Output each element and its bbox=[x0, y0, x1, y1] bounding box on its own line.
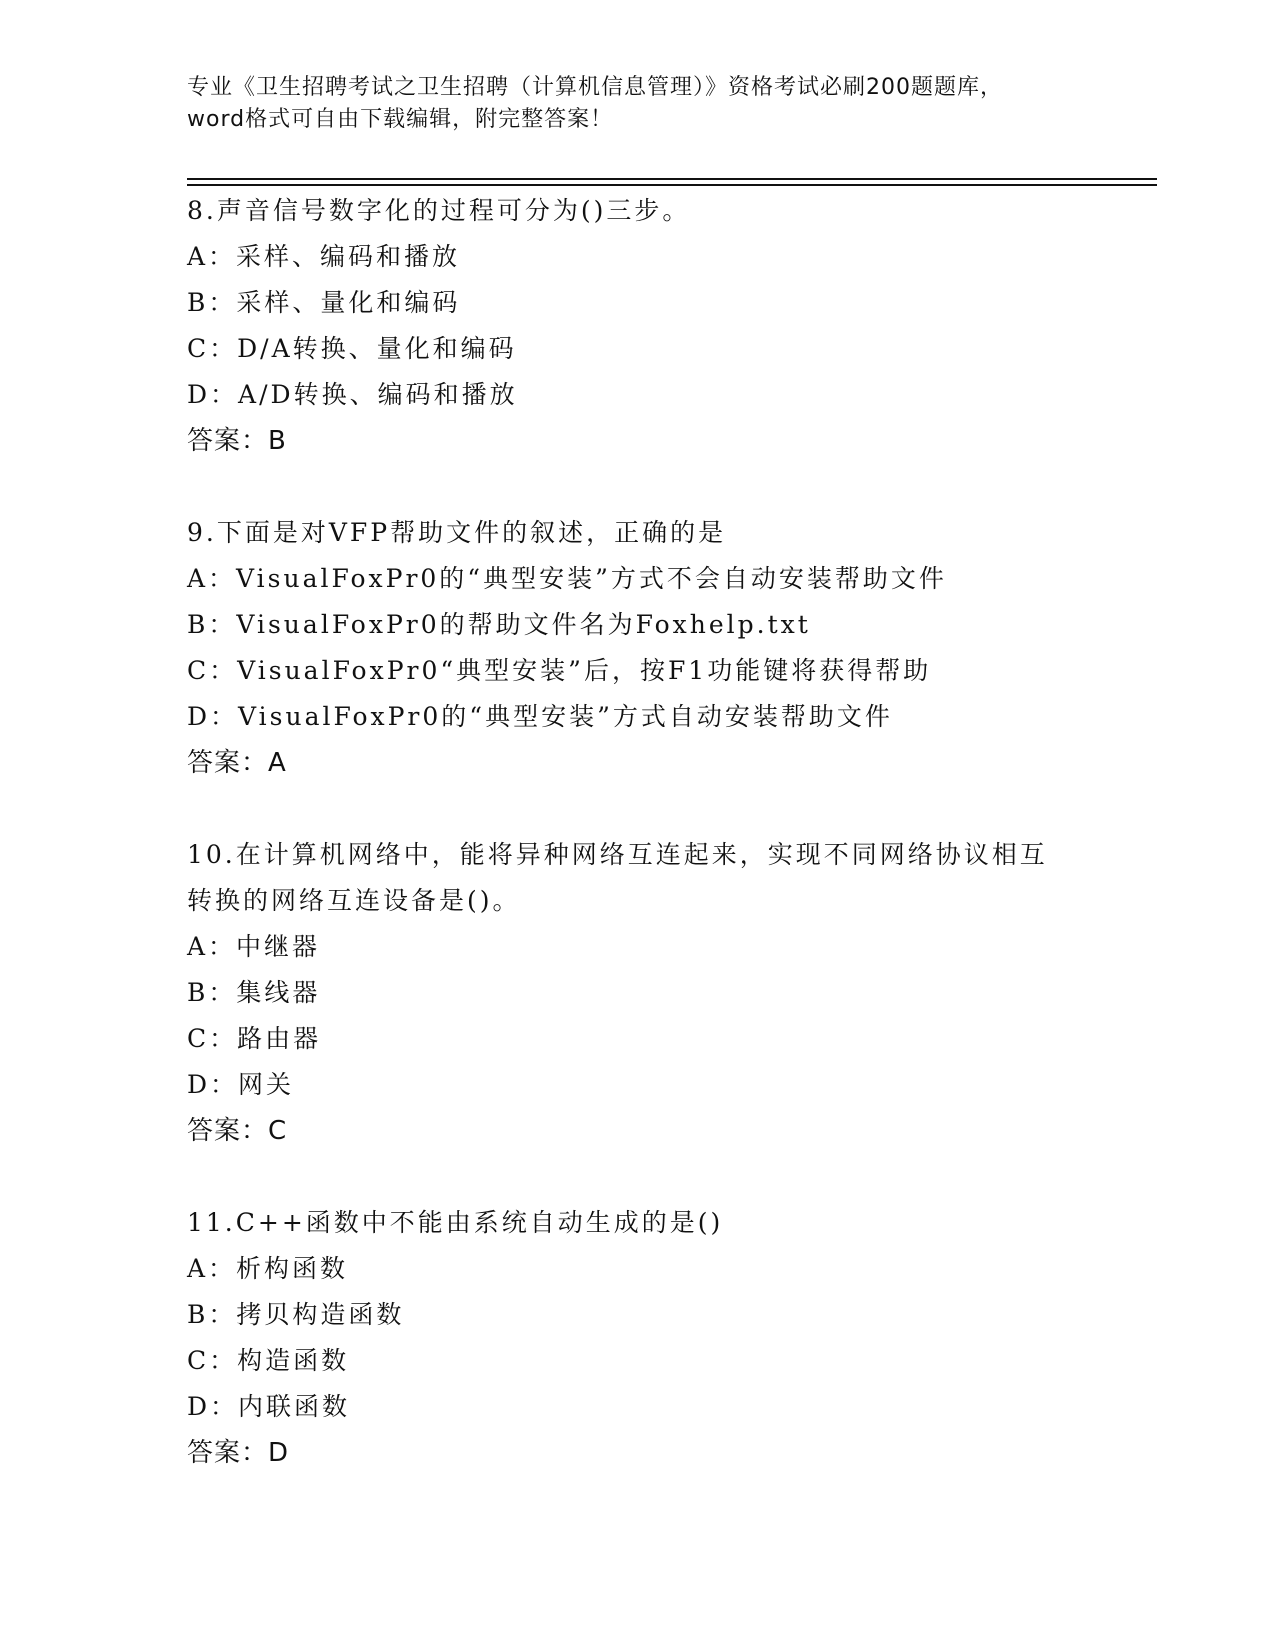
header-divider-bottom bbox=[187, 184, 1157, 186]
header-divider-top bbox=[187, 178, 1157, 180]
option-b: B：拷贝构造函数 bbox=[187, 1300, 405, 1329]
option-d: D：VisualFoxPr0的“典型安装”方式自动安装帮助文件 bbox=[187, 702, 893, 731]
answer-label: 答案：D bbox=[187, 1438, 290, 1468]
answer-label: 答案：B bbox=[187, 426, 287, 456]
option-b: B：采样、量化和编码 bbox=[187, 288, 461, 317]
question-stem: 9.下面是对VFP帮助文件的叙述，正确的是 bbox=[187, 518, 727, 547]
question-stem-line-1: 10.在计算机网络中，能将异种网络互连起来，实现不同网络协议相互 bbox=[187, 840, 1048, 869]
option-c: C：路由器 bbox=[187, 1024, 322, 1053]
question-8 bbox=[187, 188, 1087, 464]
answer-label: 答案：A bbox=[187, 748, 287, 778]
option-a: A：VisualFoxPr0的“典型安装”方式不会自动安装帮助文件 bbox=[187, 564, 947, 593]
question-9 bbox=[187, 510, 1087, 786]
answer-label: 答案：C bbox=[187, 1116, 288, 1146]
option-c: C：构造函数 bbox=[187, 1346, 350, 1375]
option-c: C：D/A转换、量化和编码 bbox=[187, 334, 517, 363]
document-header bbox=[187, 72, 1087, 136]
option-d: D：内联函数 bbox=[187, 1392, 351, 1421]
question-10 bbox=[187, 832, 1087, 1154]
option-a: A：析构函数 bbox=[187, 1254, 349, 1283]
option-c: C：VisualFoxPr0“典型安装”后，按F1功能键将获得帮助 bbox=[187, 656, 932, 685]
header-line-1: 专业《卫生招聘考试之卫生招聘（计算机信息管理）》资格考试必刷200题题库， bbox=[187, 75, 1003, 100]
question-stem-line-2: 转换的网络互连设备是()。 bbox=[187, 886, 521, 915]
question-11 bbox=[187, 1200, 1087, 1476]
option-d: D：网关 bbox=[187, 1070, 295, 1099]
option-d: D：A/D转换、编码和播放 bbox=[187, 380, 518, 409]
option-b: B：集线器 bbox=[187, 978, 321, 1007]
question-stem: 11.C++函数中不能由系统自动生成的是() bbox=[187, 1208, 724, 1237]
header-line-2: word格式可自由下载编辑，附完整答案！ bbox=[187, 107, 614, 132]
question-stem: 8.声音信号数字化的过程可分为()三步。 bbox=[187, 196, 691, 225]
option-a: A：中继器 bbox=[187, 932, 321, 961]
option-a: A：采样、编码和播放 bbox=[187, 242, 461, 271]
question-list bbox=[187, 188, 1087, 1522]
option-b: B：VisualFoxPr0的帮助文件名为Foxhelp.txt bbox=[187, 610, 811, 639]
